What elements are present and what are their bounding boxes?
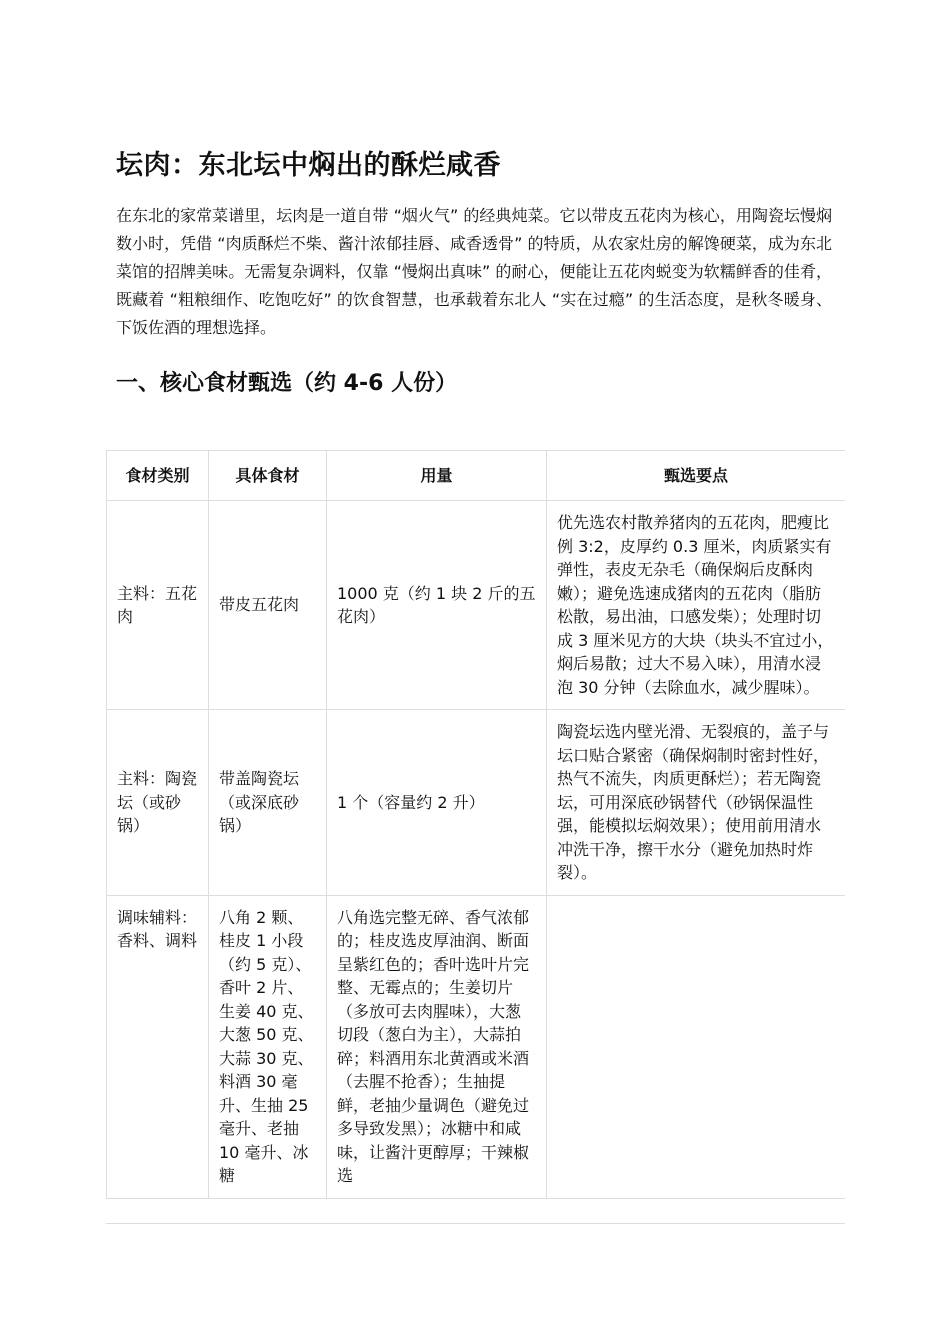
- document-title: 坛肉：东北坛中焖出的酥烂咸香: [116, 150, 501, 181]
- table-row: [107, 710, 846, 896]
- cell-ingredient: 八角 2 颗、桂皮 1 小段（约 5 克）、香叶 2 片、生姜 40 克、大葱 50 克、大蒜 30 克、料酒 30 毫升、生抽 25 毫升、老抽 10 毫升、冰糖: [209, 895, 327, 1198]
- cell-notes: 陶瓷坛选内壁光滑、无裂痕的，盖子与坛口贴合紧密（确保焖制时密封性好，热气不流失，肉质更酥烂）；若无陶瓷坛，可用深底砂锅替代（砂锅保温性强，能模拟坛焖效果）；使用前用清水冲洗干净，擦干水分（避免加热时炸裂）。: [547, 710, 846, 896]
- cell-amount: 八角选完整无碎、香气浓郁的；桂皮选皮厚油润、断面呈紫红色的；香叶选叶片完整、无霉点的；生姜切片（多放可去肉腥味），大葱切段（葱白为主），大蒜拍碎；料酒用东北黄酒或米酒（去腥不抢香）；生抽提鲜，老抽少量调色（避免过多导致发黑）；冰糖中和咸味，让酱汁更醇厚；干辣椒选: [327, 895, 547, 1198]
- cell-ingredient: 带盖陶瓷坛（或深底砂锅）: [209, 710, 327, 896]
- header-ingredient: 具体食材: [209, 451, 327, 501]
- cell-notes: [547, 895, 846, 1198]
- table-row: [107, 895, 846, 1198]
- cell-category: 主料：陶瓷坛（或砂锅）: [107, 710, 209, 896]
- table-row: [107, 501, 846, 710]
- table-header-row: [107, 451, 846, 501]
- cell-notes: 优先选农村散养猪肉的五花肉，肥瘦比例 3:2，皮厚约 0.3 厘米，肉质紧实有弹性，表皮无杂毛（确保焖后皮酥肉嫩）；避免选速成猪肉的五花肉（脂肪松散，易出油，口感发柴）；处理时切成 3 厘米见方的大块（块头不宜过小，焖后易散；过大不易入味），用清水浸泡 30 分钟（去除血水，减少腥味）。: [547, 501, 846, 710]
- cell-category: 主料：五花肉: [107, 501, 209, 710]
- intro-paragraph: 在东北的家常菜谱里，坛肉是一道自带 “烟火气” 的经典炖菜。它以带皮五花肉为核心，用陶瓷坛慢焖数小时，凭借 “肉质酥烂不柴、酱汁浓郁挂唇、咸香透骨” 的特质，从农家灶房的解馋硬菜，成为东北菜馆的招牌美味。无需复杂调料，仅靠 “慢焖出真味” 的耐心，便能让五花肉蜕变为软糯鲜香的佳肴，既藏着 “粗粮细作、吃饱吃好” 的饮食智慧，也承载着东北人 “实在过瘾” 的生活态度，是秋冬暖身、下饭佐酒的理想选择。: [116, 206, 832, 337]
- ingredients-table-container: [106, 450, 845, 1224]
- header-category: 食材类别: [107, 451, 209, 501]
- cell-amount: 1 个（容量约 2 升）: [327, 710, 547, 896]
- ingredients-table: [106, 450, 845, 1199]
- cell-ingredient: 带皮五花肉: [209, 501, 327, 710]
- section-heading: 一、核心食材甄选（约 4-6 人份）: [116, 371, 458, 396]
- header-notes: 甄选要点: [547, 451, 846, 501]
- cell-amount: 1000 克（约 1 块 2 斤的五花肉）: [327, 501, 547, 710]
- cell-category: 调味辅料：香料、调料: [107, 895, 209, 1198]
- header-amount: 用量: [327, 451, 547, 501]
